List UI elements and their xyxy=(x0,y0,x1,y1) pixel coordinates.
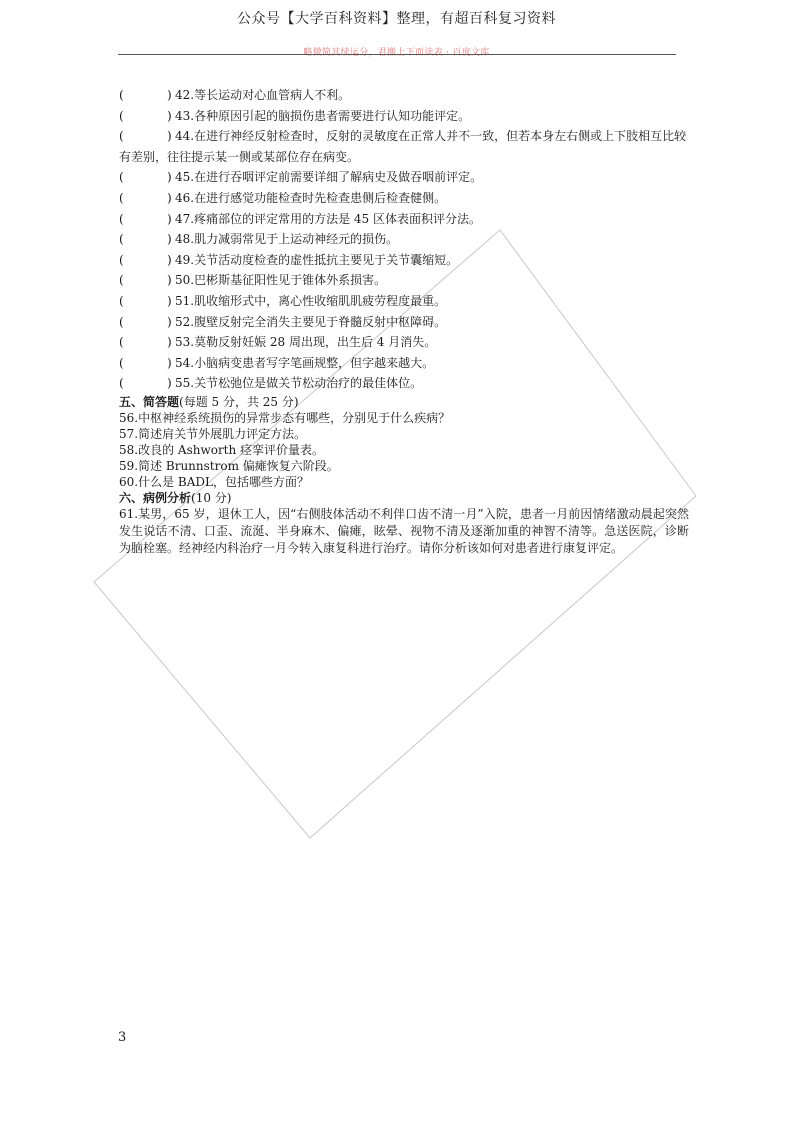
answer-blank[interactable] xyxy=(137,373,167,394)
true-false-item xyxy=(119,126,689,167)
answer-paren-close: ) xyxy=(167,252,172,267)
true-false-item xyxy=(119,353,689,374)
question-text: 52.腹壁反射完全消失主要见于脊髓反射中枢障碍。 xyxy=(175,314,447,329)
answer-paren-close: ) xyxy=(167,293,172,308)
answer-blank[interactable] xyxy=(137,250,167,271)
answer-paren-close: ) xyxy=(167,335,172,350)
question-text: 43.各种原因引起的脑损伤患者需要进行认知功能评定。 xyxy=(175,108,471,123)
answer-paren-close: ) xyxy=(167,273,172,288)
question-text: 46.在进行感觉功能检查时先检查患侧后检查健侧。 xyxy=(175,190,447,205)
header-divider xyxy=(118,54,676,55)
true-false-item xyxy=(119,167,689,188)
true-false-item xyxy=(119,332,689,353)
section-title-short-answer xyxy=(119,394,689,410)
answer-paren-open: ( xyxy=(119,355,124,370)
answer-paren-close: ) xyxy=(167,211,172,226)
page-header: 公众号【大学百科资料】整理，有超百科复习资料 xyxy=(237,11,556,27)
question-text: 49.关节活动度检查的虚性抵抗主要见于关节囊缩短。 xyxy=(175,252,459,267)
answer-paren-open: ( xyxy=(119,335,124,350)
answer-blank[interactable] xyxy=(137,106,167,127)
true-false-item xyxy=(119,106,689,127)
answer-paren-open: ( xyxy=(119,376,124,391)
answer-blank[interactable] xyxy=(137,312,167,333)
answer-blank[interactable] xyxy=(137,167,167,188)
section6-title: 六、病例分析 xyxy=(119,490,192,505)
question-text: 55.关节松弛位是做关节松动治疗的最佳体位。 xyxy=(175,376,423,391)
answer-paren-open: ( xyxy=(119,273,124,288)
short-answer-question: 56.中枢神经系统损伤的异常步态有哪些，分别见于什么疾病？ xyxy=(119,410,451,425)
answer-blank[interactable] xyxy=(137,291,167,312)
true-false-item xyxy=(119,291,689,312)
section6-note: (10 分) xyxy=(191,490,232,505)
true-false-item xyxy=(119,209,689,230)
short-answer-question: 58.改良的 Ashworth 痉挛评价量表。 xyxy=(119,442,325,457)
answer-paren-close: ) xyxy=(167,88,172,102)
answer-paren-close: ) xyxy=(167,170,172,185)
answer-paren-open: ( xyxy=(119,129,124,144)
answer-paren-close: ) xyxy=(167,108,172,123)
answer-paren-open: ( xyxy=(119,314,124,329)
answer-paren-close: ) xyxy=(167,314,172,329)
true-false-list xyxy=(119,85,689,394)
short-answer-list xyxy=(119,410,689,490)
section-title-case-analysis xyxy=(119,490,689,506)
question-text: 50.巴彬斯基征阳性见于锥体外系损害。 xyxy=(175,273,387,288)
short-answer-question: 57.简述肩关节外展肌力评定方法。 xyxy=(119,426,307,441)
answer-blank[interactable] xyxy=(137,85,167,106)
section5-note: (每题 5 分，共 25 分) xyxy=(179,394,299,409)
answer-paren-open: ( xyxy=(119,190,124,205)
answer-paren-open: ( xyxy=(119,232,124,247)
true-false-item xyxy=(119,250,689,271)
answer-blank[interactable] xyxy=(137,229,167,250)
question-text: 47.疼痛部位的评定常用的方法是 45 区体表面积评分法。 xyxy=(175,211,481,226)
header-note: 略微简其续运分，君搬上下面读表 · 百度文库 xyxy=(303,48,490,58)
question-text: 51.肌收缩形式中，离心性收缩肌肌疲劳程度最重。 xyxy=(175,293,447,308)
question-text: 44.在进行神经反射检查时，反射的灵敏度在正常人并不一致，但若本身左右侧或上下肢相互比较有差别，往往提示某一侧或某部位存在病变。 xyxy=(119,129,687,164)
answer-blank[interactable] xyxy=(137,209,167,230)
short-answer-question: 60.什么是 BADL，包括哪些方面？ xyxy=(119,474,309,489)
case-question: 61.某男，65 岁，退休工人，因“右侧肢体活动不利伴口齿不清一月”入院，患者一月前因情绪激动晨起突然发生说话不清、口歪、流涎、半身麻木、偏瘫，眩晕、视物不清及逐渐加重的神智不清等。急送医院，诊断为脑栓塞。经神经内科治疗一月今转入康复科进行治疗。请你分析该如何对患者进行康复评定。 xyxy=(119,506,689,555)
answer-paren-open: ( xyxy=(119,170,124,185)
answer-paren-close: ) xyxy=(167,355,172,370)
answer-paren-close: ) xyxy=(167,232,172,247)
answer-paren-close: ) xyxy=(167,129,172,144)
answer-paren-open: ( xyxy=(119,293,124,308)
true-false-item xyxy=(119,373,689,394)
answer-paren-open: ( xyxy=(119,88,124,102)
question-text: 42.等长运动对心血管病人不利。 xyxy=(175,88,351,102)
true-false-item xyxy=(119,188,689,209)
document-body xyxy=(119,85,689,557)
answer-blank[interactable] xyxy=(137,188,167,209)
answer-blank[interactable] xyxy=(137,353,167,374)
answer-blank[interactable] xyxy=(137,332,167,353)
answer-paren-close: ) xyxy=(167,376,172,391)
answer-paren-open: ( xyxy=(119,252,124,267)
true-false-item xyxy=(119,312,689,333)
question-text: 48.肌力减弱常见于上运动神经元的损伤。 xyxy=(175,232,399,247)
answer-paren-open: ( xyxy=(119,108,124,123)
question-text: 53.莫勒反射妊娠 28 周出现，出生后 4 月消失。 xyxy=(175,335,437,350)
question-text: 45.在进行吞咽评定前需要详细了解病史及做吞咽前评定。 xyxy=(175,170,483,185)
true-false-item xyxy=(119,270,689,291)
page-number: 3 xyxy=(118,1030,127,1045)
short-answer-question: 59.简述 Brunnstrom 偏瘫恢复六阶段。 xyxy=(119,458,339,473)
true-false-item xyxy=(119,229,689,250)
answer-blank[interactable] xyxy=(137,270,167,291)
answer-paren-close: ) xyxy=(167,190,172,205)
section5-title: 五、简答题 xyxy=(119,394,180,409)
answer-paren-open: ( xyxy=(119,211,124,226)
true-false-item xyxy=(119,85,689,106)
question-text: 54.小脑病变患者写字笔画规整，但字越来越大。 xyxy=(175,355,435,370)
